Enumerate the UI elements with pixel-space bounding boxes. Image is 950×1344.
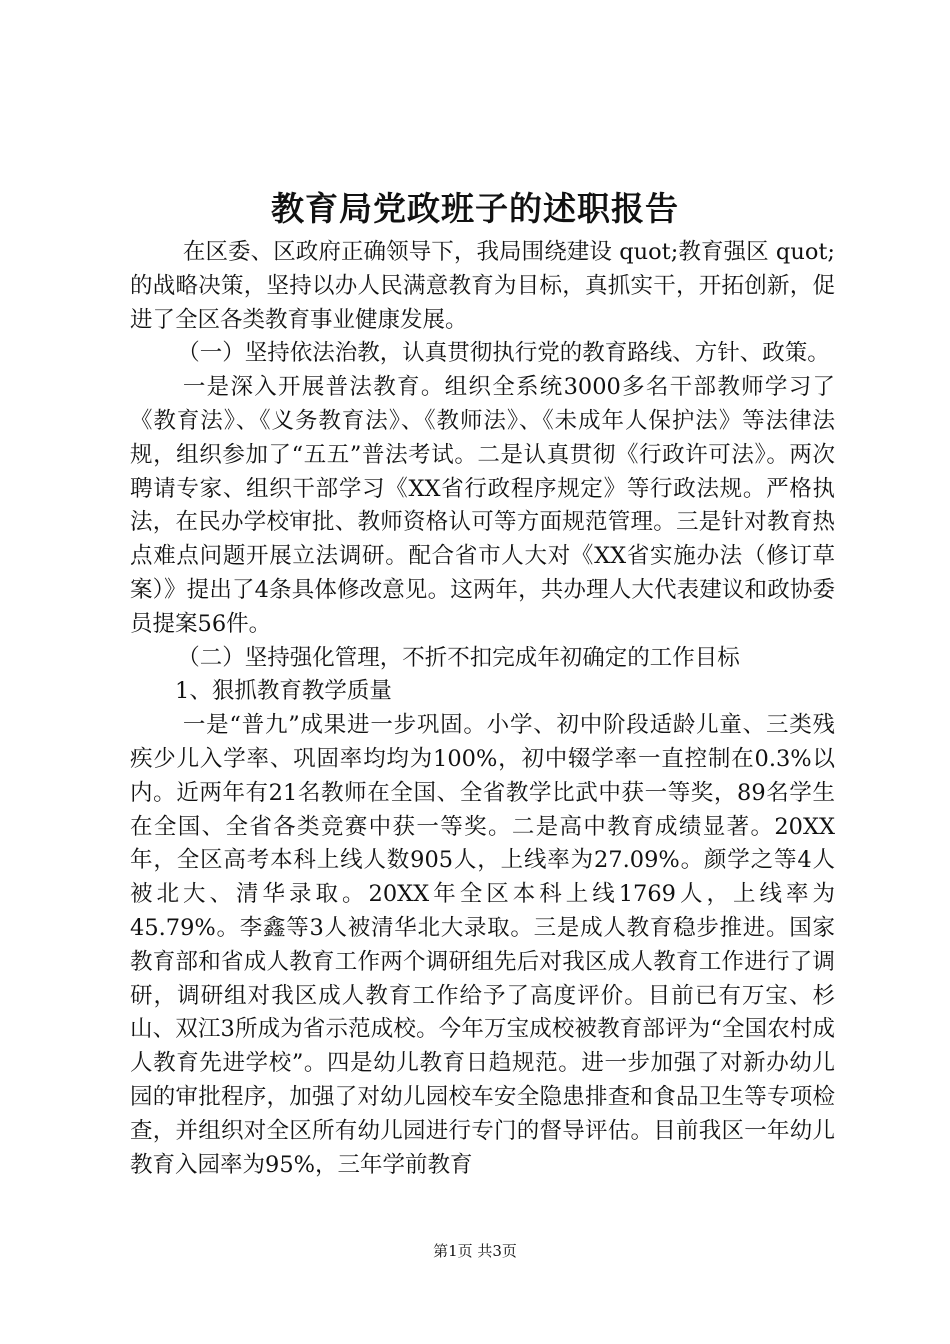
document-title: 教育局党政班子的述职报告 <box>271 189 679 228</box>
subsection-heading-1: 1、狠抓教育教学质量 <box>175 678 392 705</box>
section-heading-1: （一）坚持依法治教，认真贯彻执行党的教育路线、方针、政策。 <box>177 340 830 367</box>
intro-paragraph: 在区委、区政府正确领导下，我局围绕建设 quot;教育强区 quot;的战略决策，坚持以办人民满意教育为目标，真抓实干，开拓创新，促进了全区各类教育事业健康发展。 <box>130 239 835 333</box>
section-heading-2: （二）坚持强化管理，不折不扣完成年初确定的工作目标 <box>177 644 740 671</box>
document-body <box>130 236 835 1182</box>
section-1-paragraph: 一是深入开展普法教育。组织全系统3000多名干部教师学习了《教育法》、《义务教育法》、《教师法》、《未成年人保护法》等法律法规，组织参加了“五五”普法考试。二是认真贯彻《行政许可法》。两次聘请专家、组织干部学习《XX省行政程序规定》等行政法规。严格执法，在民办学校审批、教师资格认可等方面规范管理。三是针对教育热点难点问题开展立法调研。配合省市人大对《XX省实施办法（修订草案）》提出了4条具体修改意见。这两年，共办理人大代表建议和政协委员提案56件。 <box>130 374 835 637</box>
subsection-1-paragraph: 一是“普九”成果进一步巩固。小学、初中阶段适龄儿童、三类残疾少儿入学率、巩固率均均为100%，初中辍学率一直控制在0.3%以内。近两年有21名教师在全国、全省教学比武中获一等奖，89名学生在全国、全省各类竞赛中获一等奖。二是高中教育成绩显著。20XX年，全区高考本科上线人数905人，上线率为27.09%。颜学之等4人被北大、清华录取。20XX年全区本科上线1769人，上线率为45.79%。李鑫等3人被清华北大录取。三是成人教育稳步推进。国家教育部和省成人教育工作两个调研组先后对我区成人教育工作进行了调研，调研组对我区成人教育工作给予了高度评价。目前已有万宝、杉山、双江3所成为省示范成校。今年万宝成校被教育部评为“全国农村成人教育先进学校”。四是幼儿教育日趋规范。进一步加强了对新办幼儿园的审批程序，加强了对幼儿园校车安全隐患排查和食品卫生等专项检查，并组织对全区所有幼儿园进行专门的督导评估。目前我区一年幼儿教育入园率为95%，三年学前教育 <box>130 712 835 1178</box>
page-footer: 第1页 共3页 <box>433 1242 517 1260</box>
